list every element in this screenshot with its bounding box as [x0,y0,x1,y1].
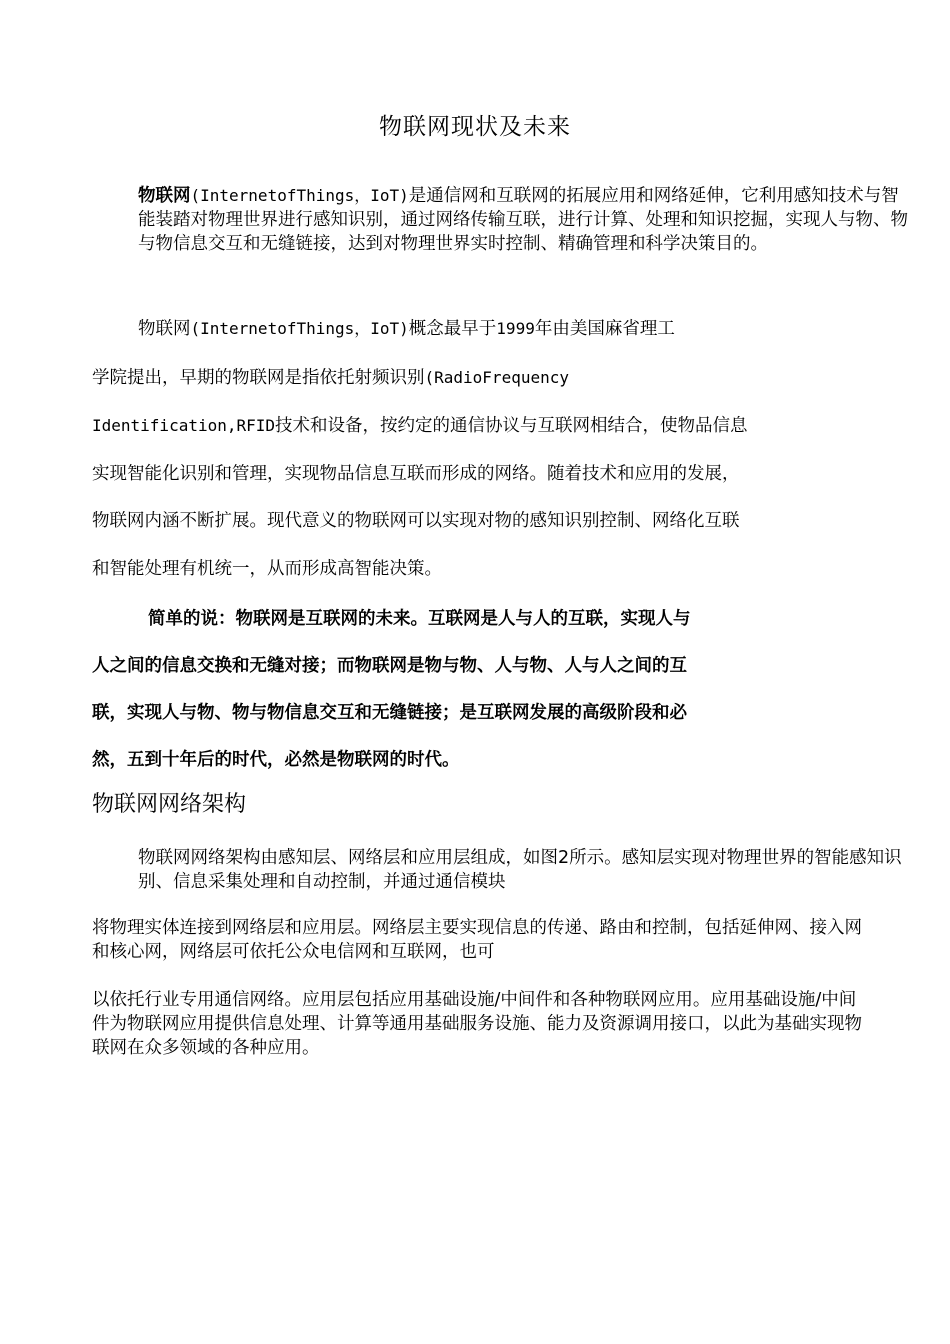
history-latin: Identification,RFID [92,416,276,435]
term-iot: 物联网 [138,186,191,206]
paragraph-summary [92,596,862,784]
history-year: 1999 [496,319,535,338]
page-title: 物联网现状及未来 [379,114,571,140]
summary-line-2: 人之间的信息交换和无缝对接；而物联网是物与物、人与物、人与人之间的互 [92,656,687,676]
intro-text: 是通信网和互联网的拓展应用和网络延伸，它利用感知技术与智能装踏对物理世界进行感知识别，通过网络传输互联，进行计算、处理和知识挖掘，实现人与物、物与物信息交互和无缝链接，达到对物理世界实时控制、精确管理和科学决策目的。 [138,186,908,254]
history-latin: (RadioFrequency [424,367,569,387]
history-text: 技术和设备，按约定的通信协议与互联网相结合，使物品信息 [275,416,748,436]
section-heading: 物联网网络架构 [92,792,247,817]
history-latin: (InternetofThings，IoT) [190,319,409,338]
history-text: 物联网 [138,319,191,339]
history-text: 学院提出，早期的物联网是指依托射频识别 [92,367,425,388]
history-line-5: 物联网内涵不断扩展。现代意义的物联网可以实现对物的感知识别控制、网络化互联 [92,511,740,531]
history-line-1 [92,305,862,354]
history-line-4: 实现智能化识别和管理，实现物品信息互联而形成的网络。随着技术和应用的发展， [92,463,740,484]
paragraph-architecture-1: 物联网网络架构由感知层、网络层和应用层组成，如图2所示。感知层实现对物理世界的智能感知识别、信息采集处理和自动控制，并通过通信模块 [138,848,902,892]
paragraph-intro [92,184,908,256]
history-line-2 [92,354,862,403]
history-line-6: 和智能处理有机统一，从而形成高智能决策。 [92,558,442,579]
paragraph-history [92,305,862,593]
summary-line-3: 联，实现人与物、物与物信息交互和无缝链接；是互联网发展的高级阶段和必 [92,703,687,723]
history-text: 年由美国麻省理工 [534,319,675,339]
history-text: 概念最早于 [408,319,497,339]
term-iot-latin: (InternetofThings，IoT) [190,186,409,205]
paragraph-architecture-3: 以依托行业专用通信网络。应用层包括应用基础设施/中间件和各种物联网应用。应用基础设施/中间件为物联网应用提供信息处理、计算等通用基础服务设施、能力及资源调用接口，以此为基础实现物联网在众多领域的各种应用。 [92,990,862,1058]
paragraph-architecture-2: 将物理实体连接到网络层和应用层。网络层主要实现信息的传递、路由和控制，包括延伸网、接入网和核心网，网络层可依托公众电信网和互联网，也可 [92,918,862,962]
summary-line-1: 简单的说：物联网是互联网的未来。互联网是人与人的互联，实现人与 [148,609,691,629]
summary-line-4: 然，五到十年后的时代，必然是物联网的时代。 [92,750,460,770]
history-line-3 [92,402,862,451]
